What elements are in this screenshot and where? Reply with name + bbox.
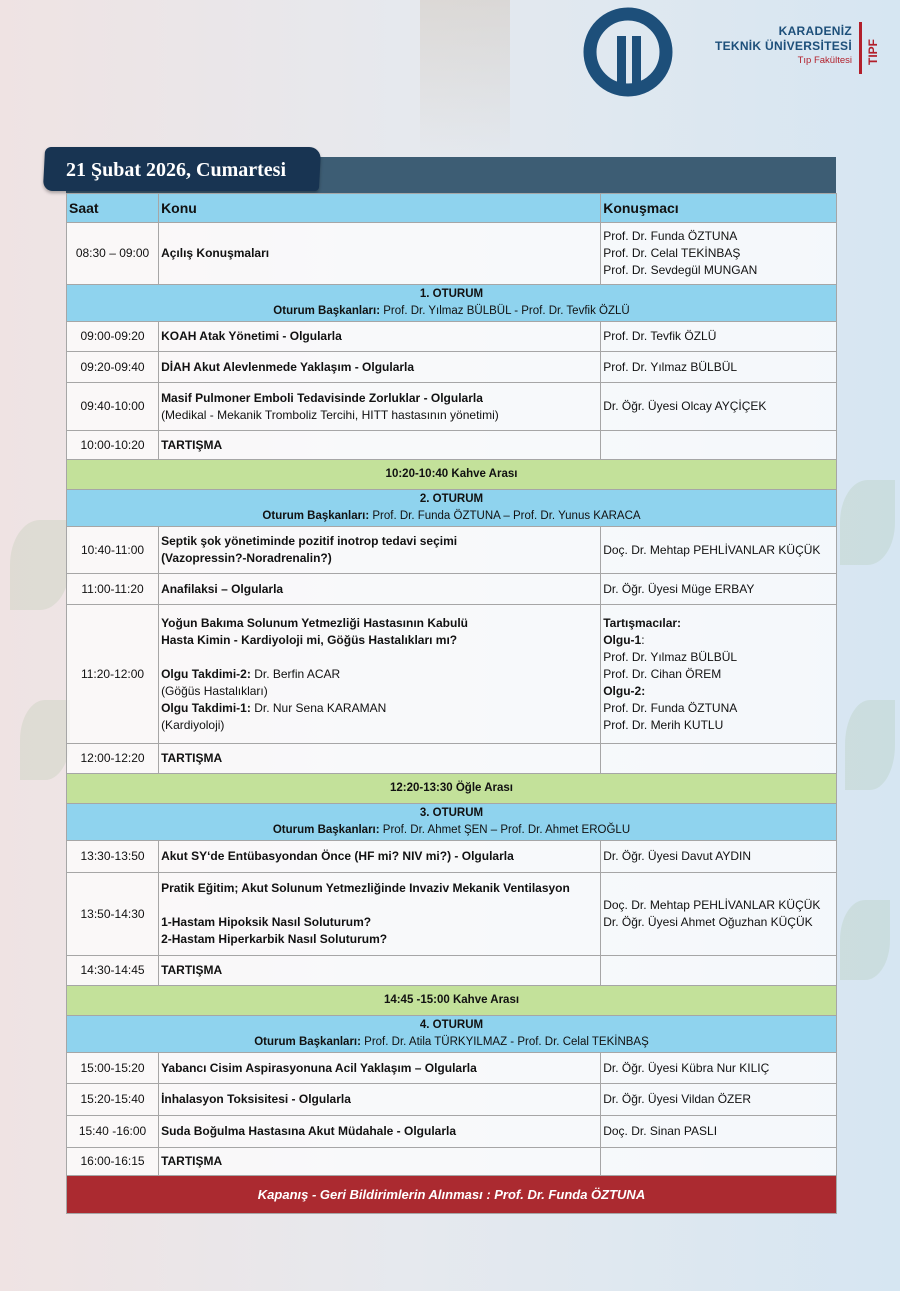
col-speaker-header: Konuşmacı <box>601 194 837 223</box>
case-department: (Göğüs Hastalıkları) <box>161 683 268 698</box>
background-tree <box>420 0 510 160</box>
table-row <box>67 352 837 383</box>
time-cell: 13:30-13:50 <box>67 841 159 873</box>
spacer <box>161 649 598 666</box>
session-number: 2. OTURUM <box>419 493 484 505</box>
date-title: 21 Şubat 2026, Cumartesi <box>66 159 287 181</box>
table-row <box>67 605 837 744</box>
closing-label: Kapanış - Geri Bildirimlerin Alınması : Prof. Dr. Funda ÖZTUNA <box>67 1176 837 1214</box>
speaker-cell: Dr. Öğr. Üyesi Davut AYDIN <box>601 841 837 873</box>
spacer <box>161 897 598 914</box>
topic-cell: KOAH Atak Yönetimi - Olgularla <box>159 322 601 352</box>
speaker-name: Prof. Dr. Cihan ÖREM <box>603 666 722 681</box>
case-group <box>603 632 834 649</box>
topic-subtitle: (Medikal - Mekanik Tromboliz Tercihi, HITT hastasının yönetimi) <box>161 407 499 422</box>
topic-cell: Açılış Konuşmaları <box>159 223 601 285</box>
time-cell: 14:30-14:45 <box>67 956 159 986</box>
break-row <box>67 774 837 804</box>
table-row <box>67 383 837 431</box>
topic-cell: Akut SY‘de Entübasyondan Önce (HF mi? NIV mi?) - Olgularla <box>159 841 601 873</box>
topic-cell: TARTIŞMA <box>159 744 601 774</box>
time-cell: 09:40-10:00 <box>67 383 159 431</box>
topic-cell: DİAH Akut Alevlenmede Yaklaşım - Olgularla <box>159 352 601 383</box>
background-leaf <box>840 480 895 565</box>
table-row <box>67 223 837 285</box>
time-cell: 11:00-11:20 <box>67 574 159 605</box>
topic-cell: TARTIŞMA <box>159 1148 601 1176</box>
speaker-cell: Prof. Dr. Yılmaz BÜLBÜL <box>601 352 837 383</box>
table-row <box>67 1084 837 1116</box>
time-cell: 13:50-14:30 <box>67 873 159 956</box>
speaker-cell: Doç. Dr. Mehtap PEHLİVANLAR KÜÇÜK <box>601 527 837 574</box>
session-chairs <box>69 508 834 525</box>
university-name-line1: KARADENİZ <box>778 24 852 38</box>
time-cell: 15:00-15:20 <box>67 1053 159 1084</box>
case-presentation <box>161 700 598 717</box>
case-group-label: Olgu-2: <box>603 683 646 698</box>
chairs-names: Prof. Dr. Yılmaz BÜLBÜL - Prof. Dr. Tevfik ÖZLÜ <box>380 305 630 317</box>
discussants-label: Tartışmacılar: <box>603 615 682 630</box>
time-cell: 11:20-12:00 <box>67 605 159 744</box>
session-header <box>67 490 837 527</box>
speaker-name: Dr. Öğr. Üyesi Ahmet Oğuzhan KÜÇÜK <box>603 915 813 929</box>
chairs-names: Prof. Dr. Funda ÖZTUNA – Prof. Dr. Yunus KARACA <box>369 510 641 522</box>
case-department: (Kardiyoloji) <box>161 717 225 732</box>
university-name-line2: TEKNİK ÜNİVERSİTESİ <box>714 39 852 53</box>
chairs-label: Oturum Başkanları: <box>254 1036 361 1048</box>
session-number: 4. OTURUM <box>419 1019 484 1031</box>
chairs-names: Prof. Dr. Ahmet ŞEN – Prof. Dr. Ahmet EROĞLU <box>379 824 631 836</box>
speaker-name: Prof. Dr. Merih KUTLU <box>603 717 724 732</box>
topic-cell <box>159 383 601 431</box>
topic-title: Septik şok yönetiminde pozitif inotrop tedavi seçimi <box>161 534 458 548</box>
university-logo <box>582 6 674 103</box>
topic-cell: TARTIŞMA <box>159 431 601 460</box>
topic-title: Yoğun Bakıma Solunum Yetmezliği Hastasının Kabulü <box>161 615 469 630</box>
time-cell: 10:00-10:20 <box>67 431 159 460</box>
table-row <box>67 956 837 986</box>
time-cell: 12:00-12:20 <box>67 744 159 774</box>
case-presenter: Dr. Nur Sena KARAMAN <box>250 700 387 715</box>
session-title <box>67 490 837 527</box>
topic-cell: İnhalasyon Toksisitesi - Olgularla <box>159 1084 601 1116</box>
session-title <box>67 804 837 841</box>
speaker-cell: Prof. Dr. Tevfik ÖZLÜ <box>601 322 837 352</box>
time-cell: 08:30 – 09:00 <box>67 223 159 285</box>
time-cell: 09:00-09:20 <box>67 322 159 352</box>
session-title <box>67 285 837 322</box>
session-chairs <box>69 303 834 320</box>
session-number: 3. OTURUM <box>419 807 484 819</box>
time-cell: 10:40-11:00 <box>67 527 159 574</box>
break-label: 10:20-10:40 Kahve Arası <box>67 460 837 490</box>
program-table <box>66 193 837 1214</box>
table-row <box>67 841 837 873</box>
table-row <box>67 873 837 956</box>
topic-subtitle: (Vazopressin?-Noradrenalin?) <box>161 551 332 565</box>
speaker-cell <box>601 431 837 460</box>
speaker-cell <box>601 605 837 744</box>
topic-title: Hasta Kimin - Kardiyoloji mi, Göğüs Hastalıkları mı? <box>161 632 458 647</box>
case-presenter: Dr. Berfin ACAR <box>250 666 341 681</box>
background-leaf <box>10 520 70 610</box>
session-number: 1. OTURUM <box>419 288 484 300</box>
break-row <box>67 986 837 1016</box>
session-header <box>67 804 837 841</box>
background-leaf <box>845 700 895 790</box>
time-cell: 09:20-09:40 <box>67 352 159 383</box>
speaker-name: Prof. Dr. Celal TEKİNBAŞ <box>603 246 741 260</box>
session-title <box>67 1016 837 1053</box>
chairs-label: Oturum Başkanları: <box>262 510 370 522</box>
table-row <box>67 1148 837 1176</box>
table-row <box>67 574 837 605</box>
speaker-cell <box>601 744 837 774</box>
table-row <box>67 322 837 352</box>
topic-title: Pratik Eğitim; Akut Solunum Yetmezliğinde Invaziv Mekanik Ventilasyon <box>161 881 570 895</box>
topic-item: 2-Hastam Hiperkarbik Nasıl Soluturum? <box>161 932 388 946</box>
topic-cell <box>159 527 601 574</box>
topic-cell: Yabancı Cisim Aspirasyonuna Acil Yaklaşım – Olgularla <box>159 1053 601 1084</box>
table-row <box>67 431 837 460</box>
chairs-label: Oturum Başkanları: <box>272 824 380 836</box>
topic-cell <box>159 605 601 744</box>
table-row <box>67 1116 837 1148</box>
logo-divider <box>859 22 862 74</box>
table-header <box>67 194 837 223</box>
col-time-header: Saat <box>67 194 159 223</box>
topic-cell <box>159 873 601 956</box>
table-row <box>67 527 837 574</box>
chairs-names: Prof. Dr. Atila TÜRKYILMAZ - Prof. Dr. Celal TEKİNBAŞ <box>360 1036 649 1048</box>
break-label: 12:20-13:30 Öğle Arası <box>67 774 837 804</box>
speaker-cell: Dr. Öğr. Üyesi Olcay AYÇİÇEK <box>601 383 837 431</box>
topic-cell: Anafilaksi – Olgularla <box>159 574 601 605</box>
table-row <box>67 1053 837 1084</box>
time-cell: 15:20-15:40 <box>67 1084 159 1116</box>
tipf-label: TIPF <box>866 39 880 65</box>
session-header <box>67 285 837 322</box>
speaker-name: Prof. Dr. Sevdegül MUNGAN <box>603 263 758 277</box>
speaker-name: Doç. Dr. Mehtap PEHLİVANLAR KÜÇÜK <box>603 898 821 912</box>
case-presentation <box>161 666 598 683</box>
speaker-name: Prof. Dr. Yılmaz BÜLBÜL <box>603 649 738 664</box>
speaker-name: Prof. Dr. Funda ÖZTUNA <box>603 229 738 243</box>
speaker-cell <box>601 223 837 285</box>
speaker-cell <box>601 956 837 986</box>
topic-title: Masif Pulmoner Emboli Tedavisinde Zorluklar - Olgularla <box>161 390 483 405</box>
table-row <box>67 744 837 774</box>
col-topic-header: Konu <box>159 194 601 223</box>
break-label: 14:45 -15:00 Kahve Arası <box>67 986 837 1016</box>
speaker-cell: Dr. Öğr. Üyesi Vildan ÖZER <box>601 1084 837 1116</box>
speaker-name: Prof. Dr. Funda ÖZTUNA <box>603 700 738 715</box>
speaker-cell: Dr. Öğr. Üyesi Müge ERBAY <box>601 574 837 605</box>
chairs-label: Oturum Başkanları: <box>273 305 381 317</box>
case-group-colon: : <box>641 632 645 647</box>
topic-cell: Suda Boğulma Hastasına Akut Müdahale - Olgularla <box>159 1116 601 1148</box>
break-row <box>67 460 837 490</box>
session-chairs <box>69 822 834 839</box>
topic-cell: TARTIŞMA <box>159 956 601 986</box>
speaker-cell <box>601 873 837 956</box>
case-label: Olgu Takdimi-2: <box>161 666 251 681</box>
session-chairs <box>69 1034 834 1051</box>
session-header <box>67 1016 837 1053</box>
case-label: Olgu Takdimi-1: <box>161 700 251 715</box>
speaker-cell <box>601 1148 837 1176</box>
closing-row <box>67 1176 837 1214</box>
speaker-cell: Dr. Öğr. Üyesi Kübra Nur KILIÇ <box>601 1053 837 1084</box>
topic-item: 1-Hastam Hipoksik Nasıl Soluturum? <box>161 915 372 929</box>
time-cell: 16:00-16:15 <box>67 1148 159 1176</box>
background-leaf <box>20 700 70 780</box>
background-leaf <box>840 900 890 980</box>
speaker-cell: Doç. Dr. Sinan PASLI <box>601 1116 837 1148</box>
faculty-name: Tıp Fakültesi <box>797 55 852 66</box>
time-cell: 15:40 -16:00 <box>67 1116 159 1148</box>
case-group-label: Olgu-1 <box>603 632 642 647</box>
university-name <box>700 24 852 67</box>
